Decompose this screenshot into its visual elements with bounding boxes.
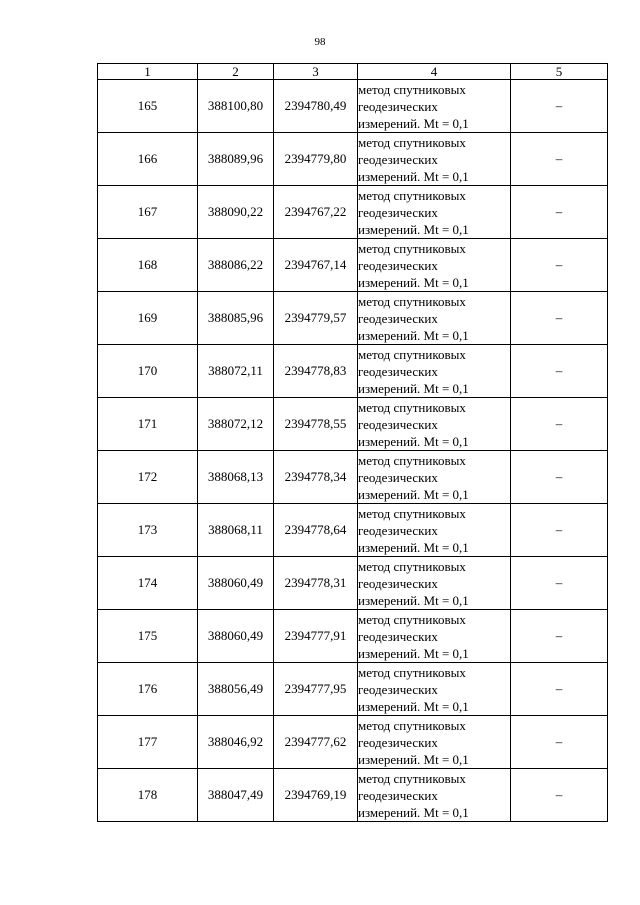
y-coordinate-cell: 2394778,31 — [274, 557, 358, 610]
method-cell — [358, 292, 511, 345]
method-cell — [358, 451, 511, 504]
x-coordinate-cell: 388086,22 — [198, 239, 274, 292]
point-number-cell: 168 — [98, 239, 198, 292]
method-cell — [358, 663, 511, 716]
point-number-cell: 175 — [98, 610, 198, 663]
x-coordinate-cell: 388089,96 — [198, 133, 274, 186]
header-col-4: 4 — [358, 64, 511, 80]
table-body — [98, 80, 608, 822]
note-cell: – — [511, 398, 608, 451]
method-line: измерений. Mt = 0,1 — [358, 486, 469, 502]
method-line: геодезических — [358, 310, 438, 326]
method-line: измерений. Mt = 0,1 — [358, 539, 469, 555]
y-coordinate-cell: 2394769,19 — [274, 769, 358, 822]
method-line: измерений. Mt = 0,1 — [358, 751, 469, 767]
method-line: измерений. Mt = 0,1 — [358, 115, 469, 131]
header-col-2: 2 — [198, 64, 274, 80]
table-header — [98, 64, 608, 80]
note-cell: – — [511, 504, 608, 557]
x-coordinate-cell: 388068,11 — [198, 504, 274, 557]
table-row — [98, 133, 608, 186]
note-cell: – — [511, 80, 608, 133]
x-coordinate-cell: 388072,12 — [198, 398, 274, 451]
table-row — [98, 769, 608, 822]
method-line: метод спутниковых — [358, 505, 466, 521]
method-line: измерений. Mt = 0,1 — [358, 380, 469, 396]
x-coordinate-cell: 388047,49 — [198, 769, 274, 822]
method-line: метод спутниковых — [358, 399, 466, 415]
header-col-1: 1 — [98, 64, 198, 80]
method-line: метод спутниковых — [358, 717, 466, 733]
point-number-cell: 178 — [98, 769, 198, 822]
y-coordinate-cell: 2394767,14 — [274, 239, 358, 292]
method-line: геодезических — [358, 628, 438, 644]
method-line: метод спутниковых — [358, 134, 466, 150]
table-row — [98, 186, 608, 239]
note-cell: – — [511, 451, 608, 504]
method-line: метод спутниковых — [358, 452, 466, 468]
y-coordinate-cell: 2394778,34 — [274, 451, 358, 504]
method-cell — [358, 557, 511, 610]
method-cell — [358, 345, 511, 398]
method-line: измерений. Mt = 0,1 — [358, 168, 469, 184]
table-row — [98, 557, 608, 610]
method-line: геодезических — [358, 257, 438, 273]
header-row — [98, 64, 608, 80]
method-line: измерений. Mt = 0,1 — [358, 327, 469, 343]
point-number-cell: 171 — [98, 398, 198, 451]
table-row — [98, 80, 608, 133]
point-number-cell: 173 — [98, 504, 198, 557]
method-line: измерений. Mt = 0,1 — [358, 433, 469, 449]
method-cell — [358, 716, 511, 769]
method-cell — [358, 239, 511, 292]
method-line: геодезических — [358, 787, 438, 803]
x-coordinate-cell: 388068,13 — [198, 451, 274, 504]
coordinates-table — [97, 63, 608, 822]
method-line: метод спутниковых — [358, 770, 466, 786]
method-line: геодезических — [358, 98, 438, 114]
point-number-cell: 165 — [98, 80, 198, 133]
y-coordinate-cell: 2394777,62 — [274, 716, 358, 769]
note-cell: – — [511, 292, 608, 345]
method-line: геодезических — [358, 469, 438, 485]
method-cell — [358, 80, 511, 133]
method-line: метод спутниковых — [358, 293, 466, 309]
x-coordinate-cell: 388060,49 — [198, 610, 274, 663]
method-cell — [358, 504, 511, 557]
method-line: измерений. Mt = 0,1 — [358, 804, 469, 820]
x-coordinate-cell: 388046,92 — [198, 716, 274, 769]
y-coordinate-cell: 2394777,95 — [274, 663, 358, 716]
y-coordinate-cell: 2394778,83 — [274, 345, 358, 398]
header-col-5: 5 — [511, 64, 608, 80]
y-coordinate-cell: 2394779,80 — [274, 133, 358, 186]
table-row — [98, 239, 608, 292]
x-coordinate-cell: 388060,49 — [198, 557, 274, 610]
y-coordinate-cell: 2394778,64 — [274, 504, 358, 557]
note-cell: – — [511, 239, 608, 292]
method-line: геодезических — [358, 204, 438, 220]
point-number-cell: 172 — [98, 451, 198, 504]
point-number-cell: 169 — [98, 292, 198, 345]
method-line: измерений. Mt = 0,1 — [358, 645, 469, 661]
y-coordinate-cell: 2394778,55 — [274, 398, 358, 451]
method-line: геодезических — [358, 522, 438, 538]
table-row — [98, 610, 608, 663]
point-number-cell: 174 — [98, 557, 198, 610]
x-coordinate-cell: 388056,49 — [198, 663, 274, 716]
method-line: метод спутниковых — [358, 558, 466, 574]
method-line: измерений. Mt = 0,1 — [358, 274, 469, 290]
method-line: геодезических — [358, 734, 438, 750]
method-cell — [358, 133, 511, 186]
table-row — [98, 398, 608, 451]
method-line: измерений. Mt = 0,1 — [358, 221, 469, 237]
note-cell: – — [511, 186, 608, 239]
y-coordinate-cell: 2394780,49 — [274, 80, 358, 133]
method-line: геодезических — [358, 681, 438, 697]
note-cell: – — [511, 133, 608, 186]
point-number-cell: 166 — [98, 133, 198, 186]
note-cell: – — [511, 557, 608, 610]
y-coordinate-cell: 2394767,22 — [274, 186, 358, 239]
point-number-cell: 170 — [98, 345, 198, 398]
table-row — [98, 504, 608, 557]
table-row — [98, 451, 608, 504]
table-row — [98, 716, 608, 769]
table-row — [98, 292, 608, 345]
method-line: геодезических — [358, 416, 438, 432]
header-col-3: 3 — [274, 64, 358, 80]
note-cell: – — [511, 610, 608, 663]
table-row — [98, 663, 608, 716]
y-coordinate-cell: 2394779,57 — [274, 292, 358, 345]
method-line: метод спутниковых — [358, 187, 466, 203]
note-cell: – — [511, 345, 608, 398]
point-number-cell: 177 — [98, 716, 198, 769]
method-cell — [358, 398, 511, 451]
note-cell: – — [511, 663, 608, 716]
method-line: геодезических — [358, 151, 438, 167]
method-line: метод спутниковых — [358, 81, 466, 97]
x-coordinate-cell: 388090,22 — [198, 186, 274, 239]
method-cell — [358, 610, 511, 663]
method-line: геодезических — [358, 575, 438, 591]
method-line: измерений. Mt = 0,1 — [358, 592, 469, 608]
point-number-cell: 167 — [98, 186, 198, 239]
method-line: метод спутниковых — [358, 611, 466, 627]
x-coordinate-cell: 388072,11 — [198, 345, 274, 398]
table-row — [98, 345, 608, 398]
x-coordinate-cell: 388100,80 — [198, 80, 274, 133]
method-line: измерений. Mt = 0,1 — [358, 698, 469, 714]
note-cell: – — [511, 769, 608, 822]
page-number: 98 — [314, 36, 326, 48]
method-line: метод спутниковых — [358, 664, 466, 680]
method-cell — [358, 186, 511, 239]
method-line: метод спутниковых — [358, 240, 466, 256]
method-line: геодезических — [358, 363, 438, 379]
x-coordinate-cell: 388085,96 — [198, 292, 274, 345]
point-number-cell: 176 — [98, 663, 198, 716]
method-cell — [358, 769, 511, 822]
note-cell: – — [511, 716, 608, 769]
y-coordinate-cell: 2394777,91 — [274, 610, 358, 663]
method-line: метод спутниковых — [358, 346, 466, 362]
